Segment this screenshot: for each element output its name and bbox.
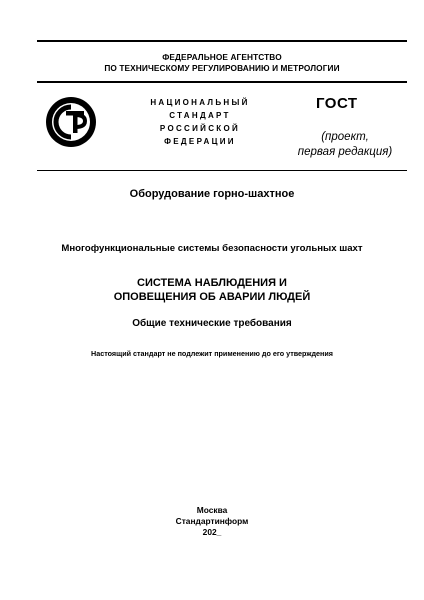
national-line-1: НАЦИОНАЛЬНЫЙ <box>150 98 250 107</box>
multifunctional-title: Многофункциональные системы безопасности угольных шахт <box>61 243 363 254</box>
section-rule <box>37 170 407 171</box>
national-standard-block <box>150 96 250 148</box>
imprint-publisher: Стандартинформ <box>175 516 249 526</box>
imprint-year: 202_ <box>202 527 222 537</box>
equipment-title: Оборудование горно-шахтное <box>129 188 295 200</box>
system-title-line-2: ОПОВЕЩЕНИЯ ОБ АВАРИИ ЛЮДЕЙ <box>113 291 311 303</box>
header-rule <box>37 81 407 83</box>
approval-note: Настоящий стандарт не подлежит применению до его утверждения <box>91 349 333 358</box>
system-title-line-1: СИСТЕМА НАБЛЮДЕНИЯ И <box>137 277 287 289</box>
draft-line-1: (проект, <box>321 131 369 143</box>
national-line-4: ФЕДЕРАЦИИ <box>164 137 236 146</box>
top-rule <box>37 40 407 42</box>
imprint-block <box>0 505 424 538</box>
draft-status <box>280 130 410 160</box>
national-line-3: РОССИЙСКОЙ <box>159 124 241 133</box>
imprint-city: Москва <box>196 505 228 515</box>
gost-label: ГОСТ <box>316 95 358 112</box>
national-line-2: СТАНДАРТ <box>169 111 231 120</box>
system-title <box>0 276 424 304</box>
agency-line-1: ФЕДЕРАЛЬНОЕ АГЕНТСТВО <box>162 52 282 62</box>
agency-line-2: ПО ТЕХНИЧЕСКОМУ РЕГУЛИРОВАНИЮ И МЕТРОЛОГИИ <box>104 63 340 73</box>
draft-line-2: первая редакция) <box>297 146 393 158</box>
gost-r-logo-icon <box>45 96 97 148</box>
requirements-title: Общие технические требования <box>132 318 292 329</box>
